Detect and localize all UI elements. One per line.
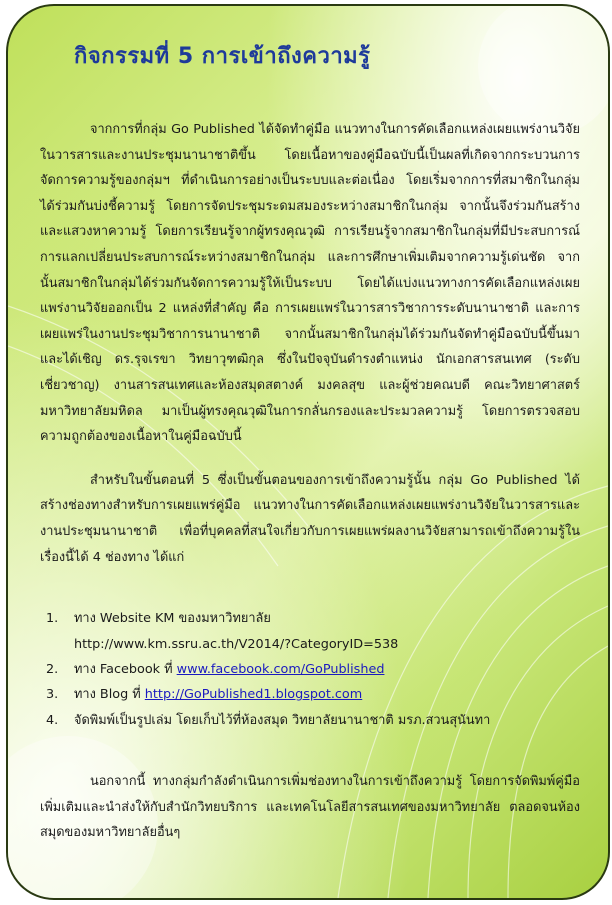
km-website-url[interactable]: http://www.km.ssru.ac.th/V2014/?CategoryID=538 [74, 636, 399, 652]
facebook-link[interactable]: www.facebook.com/GoPublished [176, 661, 385, 677]
content [40, 30, 580, 846]
list-item [40, 606, 580, 657]
list-number: 3. [46, 687, 59, 703]
list-number: 1. [46, 611, 59, 627]
rounded-green-panel [6, 4, 610, 900]
list-number: 4. [46, 712, 59, 728]
step5-paragraph: สำหรับในขั้นตอนที่ 5 ซึ่งเป็นขั้นตอนของการเข้าถึงความรู้นั้น กลุ่ม Go Published ได้สร้างช่องทางสำหรับการเผยแพร่คู่มือ แนวทางในการคัดเลือกแหล่งเผยแพร่งานวิจัยในวารสารและงานประชุมนานาชาติ เพื่อที่บุคคลที่สนใจเกี่ยวกับการเผยแพร่ผลงานวิจัยสามารถเข้าถึงความรู้ในเรื่องนี้ได้ 4 ช่องทาง ได้แก่ [40, 472, 580, 565]
blog-link[interactable]: http://GoPublished1.blogspot.com [144, 687, 363, 703]
list-item [40, 682, 580, 707]
closing-paragraph: นอกจากนี้ ทางกลุ่มกำลังดำเนินการเพิ่มช่องทางในการเข้าถึงความรู้ โดยการจัดพิมพ์คู่มือเพิ่มเติมและนำส่งให้กับสำนักวิทยบริการ และเทคโนโลยีสารสนเทศของมหาวิทยาลัย ตลอดจนห้องสมุดของมหาวิทยาลัยอื่นๆ [40, 774, 580, 841]
channel-text: จัดพิมพ์เป็นรูปเล่ม โดยเก็บไว้ที่ห้องสมุด วิทยาลัยนานาชาติ มรภ.สวนสุนันทา [74, 712, 491, 728]
list-item [40, 708, 580, 733]
page-title: กิจกรรมที่ 5 การเข้าถึงความรู้ [74, 44, 371, 69]
intro-paragraph: จากการที่กลุ่ม Go Published ได้จัดทำคู่มือ แนวทางในการคัดเลือกแหล่งเผยแพร่งานวิจัยในวารสารและงานประชุมนานาชาติขึ้น โดยเนื้อหาของคู่มือฉบับนี้เป็นผลที่เกิดจากกระบวนการจัดการความรู้ของกลุ่มฯ ที่ดำเนินการอย่างเป็นระบบและต่อเนื่อง โดยเริ่มจากการที่สมาชิกในกลุ่มได้ร่วมกันบ่งชี้ความรู้ โดยการจัดประชุมระดมสมองระหว่างสมาชิกในกลุ่ม จากนั้นจึงร่วมกันสร้างและแสวงหาความรู้ โดยการเรียนรู้จากผู้ทรงคุณวุฒิ การเรียนรู้จากสมาชิกในกลุ่มที่มีประสบการณ์ การแลกเปลี่ยนประสบการณ์ระหว่างสมาชิกในกลุ่ม และการศึกษาเพิ่มเติมจากความรู้เด่นชัด จากนั้นสมาชิกในกลุ่มได้ร่วมกันจัดการความรู้ให้เป็นระบบ โดยได้แบ่งแนวทางการคัดเลือกแหล่งเผยแพร่งานวิจัยออกเป็น 2 แหล่งที่สำคัญ คือ การเผยแพร่ในวารสารวิชาการระดับนานาชาติ และการเผยแพร่ในงานประชุมวิชาการนานาชาติ จากนั้นสมาชิกในกลุ่มได้ร่วมกันจัดทำคู่มือฉบับนี้ขึ้นมา และได้เชิญ ดร.รุจเรขา วิทยาวุฑฒิกุล ซึ่งในปัจจุบันดำรงตำแหน่ง นักเอกสารสนเทศ (ระดับเชี่ยวชาญ) งานสารสนเทศและห้องสมุดสตางค์ มงคลสุข และผู้ช่วยคณบดี คณะวิทยาศาสตร์ มหาวิทยาลัยมหิดล มาเป็นผู้ทรงคุณวุฒิในการกลั่นกรองและประมวลความรู้ โดยการตรวจสอบความถูกต้องของเนื้อหาในคู่มือฉบับนี้ [40, 122, 580, 445]
list-number: 2. [46, 661, 59, 677]
channel-text: ทาง Blog ที่ [74, 687, 145, 703]
channel-text: ทาง Website KM ของมหาวิทยาลัย [74, 611, 271, 627]
list-item [40, 657, 580, 682]
channel-list [40, 606, 580, 733]
channel-text: ทาง Facebook ที่ [74, 661, 177, 677]
